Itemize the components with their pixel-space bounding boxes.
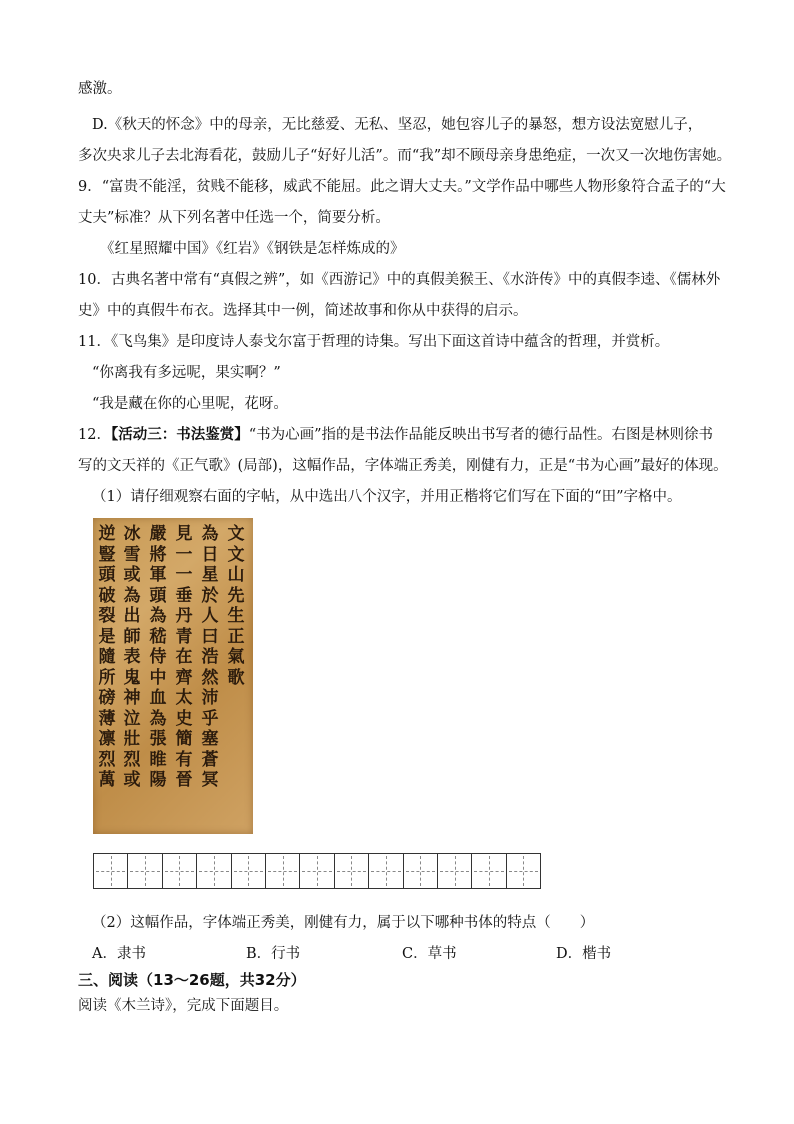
calligraphy-column (173, 524, 195, 791)
calligraphy-char: 為 (201, 524, 219, 544)
calligraphy-char: 為 (123, 585, 141, 606)
calligraphy-char: 將 (149, 544, 167, 565)
calligraphy-column (199, 524, 221, 791)
sub-question-2: （2）这幅作品，字体端正秀美，刚健有力，属于以下哪种书体的特点（ ） (92, 915, 595, 931)
calligraphy-char: 萬 (98, 770, 116, 790)
question-number: 12． (78, 427, 111, 443)
question-9-cont: 丈夫”标准？从下列名著中任选一个，简要分析。 (78, 210, 390, 226)
calligraphy-char: 軍 (149, 565, 167, 585)
calligraphy-char: 有 (175, 749, 193, 770)
tianzige-cell[interactable] (472, 854, 506, 888)
calligraphy-char: 冰 (123, 524, 141, 544)
calligraphy-char: 神 (123, 688, 141, 708)
calligraphy-char: 或 (123, 565, 141, 585)
calligraphy-char: 日 (201, 544, 219, 565)
activity-title: 【活动三：书法鉴赏】 (110, 427, 249, 443)
calligraphy-char: 垂 (175, 585, 193, 606)
calligraphy-char: 凛 (98, 729, 116, 749)
calligraphy-char: 隨 (98, 647, 116, 667)
calligraphy-char: 為 (149, 708, 167, 729)
calligraphy-char: 磅 (98, 688, 116, 708)
section-heading: 三、阅读（13～26题，共32分） (78, 971, 306, 989)
calligraphy-char: 烈 (123, 749, 141, 770)
question-10-cont: 史》中的真假牛布衣。选择其中一例，简述故事和你从中获得的启示。 (78, 303, 528, 319)
calligraphy-char: 陽 (149, 770, 167, 790)
calligraphy-char: 史 (175, 708, 193, 729)
calligraphy-char: 冥 (201, 770, 219, 790)
calligraphy-char: 鬼 (123, 667, 141, 688)
calligraphy-char: 正 (227, 626, 245, 647)
calligraphy-char: 人 (201, 606, 219, 626)
question-text: “书为心画”指的是书法作品能反映出书写者的德行品性。右图是林则徐书 (248, 427, 714, 443)
calligraphy-char: 齊 (175, 667, 193, 688)
calligraphy-char: 泣 (123, 708, 141, 729)
question-9: 9．“富贵不能淫，贫贱不能移，威武不能屈。此之谓大丈夫。”文学作品中哪些人物形象符合孟子的“大 (78, 179, 726, 195)
calligraphy-char: 或 (123, 770, 141, 790)
calligraphy-char: 裂 (98, 606, 116, 626)
book-list: 《红星照耀中国》《红岩》《钢铁是怎样炼成的》 (100, 241, 405, 257)
calligraphy-char: 師 (123, 626, 141, 647)
tianzige-cell[interactable] (404, 854, 438, 888)
tianzige-cell[interactable] (94, 854, 128, 888)
calligraphy-char: 破 (98, 585, 116, 606)
calligraphy-column (121, 524, 143, 791)
calligraphy-char: 山 (227, 565, 245, 585)
tianzige-cell[interactable] (197, 854, 231, 888)
calligraphy-image (93, 518, 253, 834)
calligraphy-char: 太 (175, 688, 193, 708)
calligraphy-char: 烈 (98, 749, 116, 770)
calligraphy-char: 青 (175, 626, 193, 647)
calligraphy-char: 張 (149, 729, 167, 749)
sub-question-1: （1）请仔细观察右面的字帖，从中选出八个汉字，并用正楷将它们写在下面的“田”字格中。 (92, 489, 682, 505)
calligraphy-char: 生 (227, 606, 245, 626)
calligraphy-char: 見 (175, 524, 193, 544)
poem-line-1: “你离我有多远呢，果实啊？” (92, 365, 281, 381)
calligraphy-char: 薄 (98, 708, 116, 729)
option-d-text: D.《秋天的怀念》中的母亲，无比慈爱、无私、坚忍，她包容儿子的暴怒，想方设法宽慰儿子， (92, 117, 703, 133)
calligraphy-char: 出 (123, 606, 141, 626)
calligraphy-char: 在 (175, 647, 193, 667)
tianzige-cell[interactable] (128, 854, 162, 888)
question-10: 10．古典名著中常有“真假之辨”，如《西游记》中的真假美猴王、《水浒传》中的真假李逵、《儒林外 (78, 272, 721, 288)
tianzige-cell[interactable] (369, 854, 403, 888)
calligraphy-char: 塞 (201, 729, 219, 749)
calligraphy-char: 丹 (175, 606, 193, 626)
reading-instruction: 阅读《木兰诗》，完成下面题目。 (78, 998, 289, 1014)
calligraphy-char: 然 (201, 667, 219, 688)
question-12-cont: 写的文天祥的《正气歌》(局部)，这幅作品，字体端正秀美，刚健有力，正是“书为心画”最好的体现。 (78, 458, 728, 474)
calligraphy-char: 壯 (123, 729, 141, 749)
calligraphy-char: 血 (149, 688, 167, 708)
option-a[interactable]: A．隶书 (92, 946, 146, 962)
tianzige-cell[interactable] (232, 854, 266, 888)
question-12 (78, 425, 713, 445)
calligraphy-column (225, 524, 247, 688)
option-c[interactable]: C．草书 (402, 946, 457, 962)
calligraphy-char: 所 (98, 667, 116, 688)
text-line: 感激。 (78, 81, 122, 97)
calligraphy-column (147, 524, 169, 791)
calligraphy-char: 蒼 (201, 749, 219, 770)
calligraphy-char: 歌 (227, 667, 245, 688)
calligraphy-char: 一 (175, 565, 193, 585)
calligraphy-char: 頭 (149, 585, 167, 606)
calligraphy-char: 晉 (175, 770, 193, 790)
question-11: 11．《飞鸟集》是印度诗人泰戈尔富于哲理的诗集。写出下面这首诗中蕴含的哲理，并赏析。 (78, 334, 670, 350)
calligraphy-char: 文 (227, 524, 245, 544)
calligraphy-char: 先 (227, 585, 245, 606)
calligraphy-char: 頭 (98, 565, 116, 585)
calligraphy-char: 星 (201, 565, 219, 585)
calligraphy-char: 嵇 (149, 626, 167, 647)
calligraphy-char: 中 (149, 667, 167, 688)
calligraphy-char: 簡 (175, 729, 193, 749)
tianzige-cell[interactable] (300, 854, 334, 888)
calligraphy-char: 沛 (201, 688, 219, 708)
calligraphy-char: 乎 (201, 708, 219, 729)
calligraphy-char: 於 (201, 585, 219, 606)
calligraphy-char: 一 (175, 544, 193, 565)
tianzige-cell[interactable] (335, 854, 369, 888)
calligraphy-char: 睢 (149, 749, 167, 770)
calligraphy-char: 曰 (201, 626, 219, 647)
calligraphy-char: 嚴 (149, 524, 167, 544)
tianzige-cell[interactable] (438, 854, 472, 888)
tianzige-cell[interactable] (266, 854, 300, 888)
tianzige-cell[interactable] (507, 854, 540, 888)
option-b[interactable]: B．行书 (246, 946, 301, 962)
calligraphy-char: 為 (149, 606, 167, 626)
text-line: 多次央求儿子去北海看花，鼓励儿子“好好儿活”。而“我”却不顾母亲身患绝症，一次又一次地伤害她。 (78, 148, 732, 164)
calligraphy-char: 氣 (227, 647, 245, 667)
calligraphy-char: 是 (98, 626, 116, 647)
calligraphy-char: 浩 (201, 647, 219, 667)
calligraphy-char: 豎 (98, 544, 116, 565)
poem-line-2: “我是藏在你的心里呢，花呀。 (92, 396, 288, 412)
option-d[interactable]: D．楷书 (556, 946, 612, 962)
tianzige-cell[interactable] (163, 854, 197, 888)
calligraphy-char: 逆 (98, 524, 116, 544)
calligraphy-column (96, 524, 118, 791)
calligraphy-char: 表 (123, 647, 141, 667)
calligraphy-char: 侍 (149, 647, 167, 667)
calligraphy-char: 文 (227, 544, 245, 565)
tianzige-grid (93, 853, 541, 889)
calligraphy-char: 雪 (123, 544, 141, 565)
